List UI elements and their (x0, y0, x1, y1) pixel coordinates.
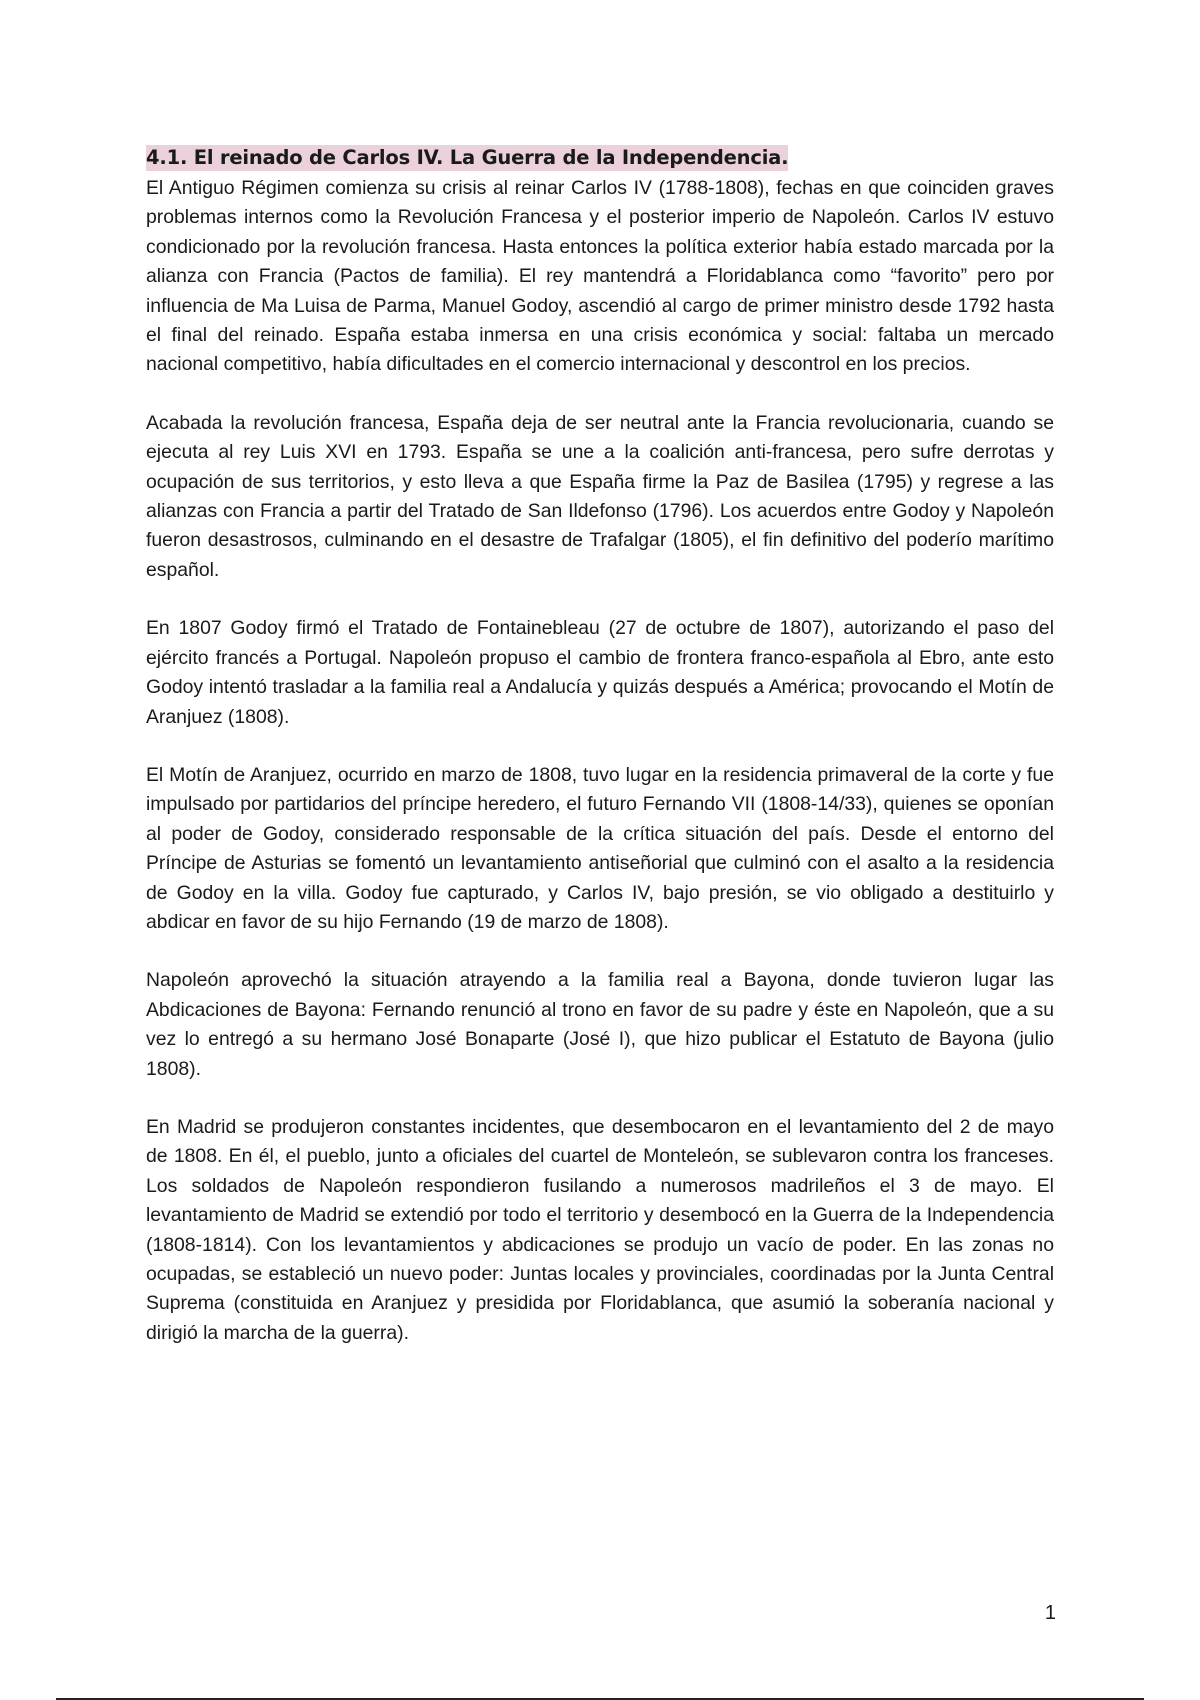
paragraph-motin-aranjuez: El Motín de Aranjuez, ocurrido en marzo de 1808, tuvo lugar en la residencia primaveral de la corte y fue impulsado por partidarios del príncipe heredero, el futuro Fernando VII (1808-14/33), quienes se oponían al poder de Godoy, considerado responsable de la crítica situación del país. Desde el entorno del Príncipe de Asturias se fomentó un levantamiento antiseñorial que culminó con el asalto a la residencia de Godoy en la villa. Godoy fue capturado, y Carlos IV, bajo presión, se vio obligado a destituirlo y abdicar en favor de su hijo Fernando (19 de marzo de 1808). (146, 763, 1054, 933)
page-number: 1 (1044, 1602, 1056, 1624)
section-heading (146, 145, 1054, 171)
section-heading-text: 4.1. El reinado de Carlos IV. La Guerra de la Independencia. (146, 146, 789, 169)
paragraph-foreign-policy: Acabada la revolución francesa, España deja de ser neutral ante la Francia revolucionaria, cuando se ejecuta al rey Luis XVI en 1793. España se une a la coalición anti-francesa, pero sufre derrotas y ocupación de sus territorios, y esto lleva a que España firme la Paz de Basilea (1795) y regrese a las alianzas con Francia a partir del Tratado de San Ildefonso (1796). Los acuerdos entre Godoy y Napoleón fueron desastrosos, culminando en el desastre de Trafalgar (1805), el fin definitivo del poderío marítimo español. (146, 411, 1054, 581)
paragraph-dos-de-mayo: En Madrid se produjeron constantes incidentes, que desembocaron en el levantamiento del 2 de mayo de 1808. En él, el pueblo, junto a oficiales del cuartel de Monteleón, se sublevaron contra los franceses. Los soldados de Napoleón respondieron fusilando a numerosos madrileños el 3 de mayo. El levantamiento de Madrid se extendió por todo el territorio y desembocó en la Guerra de la Independencia (1808-1814). Con los levantamientos y abdicaciones se produjo un vacío de poder. En las zonas no ocupadas, se estableció un nuevo poder: Juntas locales y provinciales, coordinadas por la Junta Central Suprema (constituida en Aranjuez y presidida por Floridablanca, que asumió la soberanía nacional y dirigió la marcha de la guerra). (146, 1115, 1054, 1344)
document-body (146, 145, 1054, 1377)
paragraph-reign-crisis: El Antiguo Régimen comienza su crisis al reinar Carlos IV (1788-1808), fechas en que coinciden graves problemas internos como la Revolución Francesa y el posterior imperio de Napoleón. Carlos IV estuvo condicionado por la revolución francesa. Hasta entonces la política exterior había estado marcada por la alianza con Francia (Pactos de familia). El rey mantendrá a Floridablanca como “favorito” pero por influencia de Ma Luisa de Parma, Manuel Godoy, ascendió al cargo de primer ministro desde 1792 hasta el final del reinado. España estaba inmersa en una crisis económica y social: faltaba un mercado nacional competitivo, había dificultades en el comercio internacional y descontrol en los precios. (146, 177, 1054, 376)
paragraph-bayona: Napoleón aprovechó la situación atrayendo a la familia real a Bayona, donde tuvieron lugar las Abdicaciones de Bayona: Fernando renunció al trono en favor de su padre y éste en Napoleón, que a su vez lo entregó a su hermano José Bonaparte (José I), que hizo publicar el Estatuto de Bayona (julio 1808). (146, 969, 1054, 1080)
paragraph-fontainebleau: En 1807 Godoy firmó el Tratado de Fontainebleau (27 de octubre de 1807), autorizando el paso del ejército francés a Portugal. Napoleón propuso el cambio de frontera franco-española al Ebro, ante esto Godoy intentó trasladar a la familia real a Andalucía y quizás después a América; provocando el Motín de Aranjuez (1808). (146, 617, 1054, 728)
